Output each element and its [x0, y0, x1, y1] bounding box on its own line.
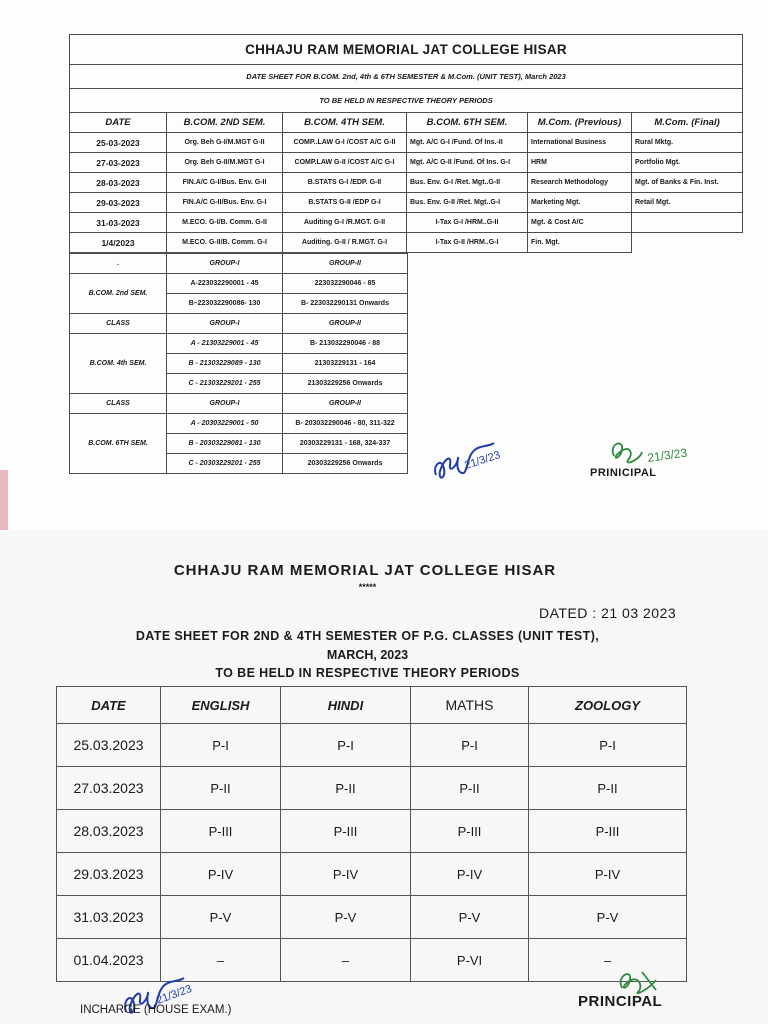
signature-incharge-top	[428, 435, 523, 485]
college-title-pg: CHHAJU RAM MEMORIAL JAT COLLEGE HISAR	[173, 562, 557, 579]
date-sheet-subtitle: DATE SHEET FOR B.COM. 2nd, 4th & 6TH SEMESTER & M.Com. (UNIT TEST), March 2023	[70, 65, 743, 89]
roll-range: 223032290046 - 85	[283, 274, 408, 294]
date-cell: 27-03-2023	[70, 153, 167, 173]
cell: Research Methodology	[528, 173, 632, 193]
cell: Auditing G-I /R.MGT. G-II	[283, 213, 407, 233]
class-header: CLASS	[70, 394, 167, 414]
header-row	[57, 687, 687, 724]
table-row	[70, 173, 743, 193]
date-cell: 1/4/2023	[70, 233, 167, 253]
table-row	[57, 767, 687, 810]
date-cell: 31-03-2023	[70, 213, 167, 233]
table-row	[57, 853, 687, 896]
roll-range: B–223032290086- 130	[167, 294, 283, 314]
paper-edge-mark	[0, 470, 8, 530]
group-header: GROUP-I	[167, 394, 283, 414]
cell: P-IV	[161, 853, 281, 896]
col-header: B.COM. 4TH SEM.	[283, 113, 407, 133]
cell: FIN.A/C G-I/Bus. Env. G-II	[167, 173, 283, 193]
col-header: ZOOLOGY	[529, 687, 687, 724]
cell: P-V	[161, 896, 281, 939]
held-note: TO BE HELD IN RESPECTIVE THEORY PERIODS	[70, 89, 743, 113]
svg-text:21/3/23: 21/3/23	[154, 982, 194, 1007]
col-header: DATE	[70, 113, 167, 133]
svg-text:21/3/23: 21/3/23	[646, 445, 689, 465]
cell: P-II	[411, 767, 529, 810]
class-header: CLASS	[70, 314, 167, 334]
table-row	[70, 193, 743, 213]
pg-date-sheet-table	[56, 686, 687, 982]
cell: International Business	[528, 133, 632, 153]
cell: P-II	[529, 767, 687, 810]
table-row	[70, 153, 743, 173]
roll-range: 20303229256 Onwards	[283, 454, 408, 474]
table-row	[70, 233, 743, 253]
roll-range: 21303229256 Onwards	[283, 374, 408, 394]
cell: Portfolio Mgt.	[632, 153, 743, 173]
cell: –	[281, 939, 411, 982]
principal-label-bottom: PRINCIPAL	[578, 993, 663, 1010]
dot-cell: .	[70, 254, 167, 274]
cell: P-II	[161, 767, 281, 810]
cell: COMP.LAW G-II /COST A/C G-I	[283, 153, 407, 173]
roll-range: B- 213032290046 - 88	[283, 334, 408, 354]
roll-range: A-223032290001 - 45	[167, 274, 283, 294]
date-cell: 31.03.2023	[57, 896, 161, 939]
table-row	[70, 213, 743, 233]
date-cell: 28-03-2023	[70, 173, 167, 193]
cell: M.ECO. G-II/B. Comm. G-I	[167, 233, 283, 253]
cell: Org. Beh G-I/M.MGT G-II	[167, 133, 283, 153]
date-cell: 25-03-2023	[70, 133, 167, 153]
table-row	[57, 810, 687, 853]
roll-range: 21303229131 - 164	[283, 354, 408, 374]
group-header: GROUP-II	[283, 394, 408, 414]
date-cell: 27.03.2023	[57, 767, 161, 810]
class-label: B.COM. 2nd SEM.	[70, 274, 167, 314]
bcom-date-sheet-table	[69, 34, 743, 253]
class-label: B.COM. 6TH SEM.	[70, 414, 167, 474]
cell: I-Tax G-I /HRM..G-II	[407, 213, 528, 233]
cell: –	[161, 939, 281, 982]
group-header: GROUP-II	[283, 314, 408, 334]
col-header: B.COM. 2ND SEM.	[167, 113, 283, 133]
cell: Mgt. A/C G-I /Fund. Of Ins.-II	[407, 133, 528, 153]
pg-heading-line2: MARCH, 2023	[326, 648, 409, 662]
dated-label: DATED : 21 03 2023	[539, 605, 677, 621]
cell: P-V	[281, 896, 411, 939]
stars-divider: *****	[358, 582, 377, 592]
cell: P-III	[161, 810, 281, 853]
date-cell: 28.03.2023	[57, 810, 161, 853]
cell: P-II	[281, 767, 411, 810]
cell: Retail Mgt.	[632, 193, 743, 213]
roll-range: B - 20303229081 - 130	[167, 434, 283, 454]
col-header: DATE	[57, 687, 161, 724]
col-header: HINDI	[281, 687, 411, 724]
cell	[632, 213, 743, 233]
cell: P-IV	[411, 853, 529, 896]
class-label: B.COM. 4th SEM.	[70, 334, 167, 394]
cell: HRM	[528, 153, 632, 173]
cell: Bus. Env. G-II /Ret. Mgt..G-I	[407, 193, 528, 213]
col-header: B.COM. 6TH SEM.	[407, 113, 528, 133]
cell: P-I	[161, 724, 281, 767]
cell: FIN.A/C G-II/Bus. Env. G-I	[167, 193, 283, 213]
group-header: GROUP-I	[167, 254, 283, 274]
group-header: GROUP-I	[167, 314, 283, 334]
roll-range: B- 223032290131 Onwards	[283, 294, 408, 314]
col-header: ENGLISH	[161, 687, 281, 724]
roll-range: C - 21303229201 - 255	[167, 374, 283, 394]
college-title: CHHAJU RAM MEMORIAL JAT COLLEGE HISAR	[70, 35, 743, 65]
date-cell: 29.03.2023	[57, 853, 161, 896]
cell: COMP..LAW G-I /COST A/C G-II	[283, 133, 407, 153]
cell: Marketing Mgt.	[528, 193, 632, 213]
cell: P-I	[281, 724, 411, 767]
cell: B.STATS G-II /EDP G-I	[283, 193, 407, 213]
cell: –	[529, 939, 687, 982]
pg-heading-line1: DATE SHEET FOR 2ND & 4TH SEMESTER OF P.G. CLASSES (UNIT TEST),	[135, 629, 600, 643]
cell: P-VI	[411, 939, 529, 982]
cell: Mgt. of Banks & Fin. Inst.	[632, 173, 743, 193]
cell: P-I	[411, 724, 529, 767]
table-row	[57, 896, 687, 939]
cell	[632, 233, 743, 253]
cell: P-IV	[281, 853, 411, 896]
roll-range: C - 20303229201 - 255	[167, 454, 283, 474]
cell: B.STATS G-I /EDP. G-II	[283, 173, 407, 193]
cell: Fin. Mgt.	[528, 233, 632, 253]
cell: P-III	[529, 810, 687, 853]
cell: M.ECO. G-I/B. Comm. G-II	[167, 213, 283, 233]
cell: P-III	[411, 810, 529, 853]
date-cell: 01.04.2023	[57, 939, 161, 982]
svg-text:21/3/23: 21/3/23	[463, 449, 502, 472]
roll-range: A - 21303229001 - 45	[167, 334, 283, 354]
cell: P-V	[411, 896, 529, 939]
col-header: M.Com. (Previous)	[528, 113, 632, 133]
roll-range: B - 21303229089 - 130	[167, 354, 283, 374]
table-row	[57, 724, 687, 767]
cell: P-III	[281, 810, 411, 853]
group-header: GROUP-II	[283, 254, 408, 274]
col-header: M.Com. (Final)	[632, 113, 743, 133]
cell: P-I	[529, 724, 687, 767]
roll-range: B- 203032290046 - 80, 311-322	[283, 414, 408, 434]
cell: Rural Mktg.	[632, 133, 743, 153]
cell: I-Tax G-II /HRM..G-I	[407, 233, 528, 253]
cell: Org. Beh G-II/M.MGT G-I	[167, 153, 283, 173]
group-allocation-table	[69, 253, 408, 474]
principal-label-top: PRINICIPAL	[590, 467, 657, 479]
cell: Mgt. A/C G-II /Fund. Of Ins. G-I	[407, 153, 528, 173]
incharge-label: INCHARGE (HOUSE EXAM.)	[80, 1004, 232, 1016]
cell: Auditing. G-II / R.MGT. G-I	[283, 233, 407, 253]
cell: P-V	[529, 896, 687, 939]
pg-heading-line3: TO BE HELD IN RESPECTIVE THEORY PERIODS	[215, 666, 520, 680]
table-row	[70, 133, 743, 153]
roll-range: A - 20303229001 - 50	[167, 414, 283, 434]
cell: P-IV	[529, 853, 687, 896]
roll-range: 20303229131 - 168, 324-337	[283, 434, 408, 454]
cell: Bus. Env. G-I /Ret. Mgt..G-II	[407, 173, 528, 193]
date-cell: 25.03.2023	[57, 724, 161, 767]
col-header: MATHS	[411, 687, 529, 724]
header-row	[70, 113, 743, 133]
date-cell: 29-03-2023	[70, 193, 167, 213]
cell: Mgt. & Cost A/C	[528, 213, 632, 233]
